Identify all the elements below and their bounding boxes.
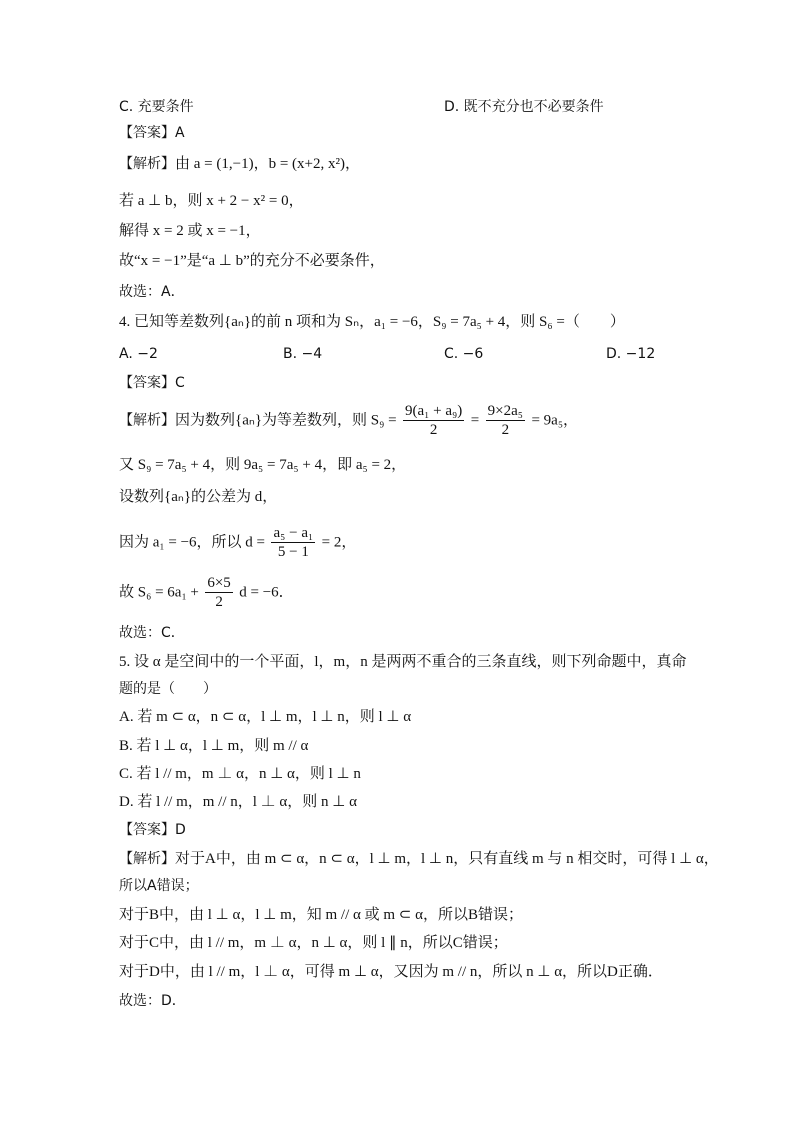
analysis-text: 设数列{aₙ}的公差为 d， (119, 489, 278, 505)
q3-analysis-line-4 (119, 251, 385, 271)
q5-option-b (119, 736, 308, 756)
option-text: C. 若 l // m，m ⊥ α，n ⊥ α，则 l ⊥ n (119, 766, 361, 782)
q4-stem (119, 312, 625, 332)
q3-option-c: C. 充要条件 (119, 99, 194, 115)
q4-option-c: C. −6 (444, 346, 484, 362)
fraction-numerator: 9(a₁ + a₉) (405, 403, 463, 419)
q3-choose: 故选：A． (119, 284, 185, 300)
fraction-denominator: 2 (215, 594, 223, 610)
fraction-denominator: 2 (429, 422, 438, 438)
q4-analysis-line-3 (119, 487, 277, 507)
option-text: A. 若 m ⊂ α，n ⊂ α，l ⊥ m，l ⊥ n，则 l ⊥ α (119, 709, 412, 725)
q4-analysis-line-2 (119, 455, 406, 475)
question-stem: 4. 已知等差数列{aₙ}的前 n 项和为 Sₙ，a₁ = −6，S₉ = 7a₅ + 4，则 S₆ =（ ） (119, 314, 625, 330)
q3-analysis-line-3 (119, 221, 261, 241)
analysis-text: 因为数列{aₙ}为等差数列，则 S₉ = (175, 412, 397, 429)
analysis-label: 【解析】 (119, 156, 175, 172)
analysis-text: = 9a₅， (531, 412, 579, 429)
q5-analysis-line-3 (119, 905, 523, 925)
fraction (271, 524, 315, 561)
q5-stem-line-1 (119, 652, 686, 672)
q4-analysis-line-1 (119, 402, 578, 439)
q4-option-b: B. −4 (283, 346, 323, 362)
analysis-text: 对于D中，由 l // m，l ⊥ α，可得 m ⊥ α，又因为 m // n，所以 n ⊥ α，所以D正确． (119, 964, 663, 980)
analysis-text: 故 S₆ = 6a₁ + (119, 584, 199, 601)
q3-analysis-line-1 (119, 154, 360, 174)
q5-analysis-line-5 (119, 962, 663, 982)
q4-option-a: A. −2 (119, 346, 158, 362)
fraction (403, 402, 464, 439)
fraction-denominator: 2 (501, 422, 510, 438)
fraction-numerator: 6×5 (207, 575, 231, 591)
q5-option-c (119, 764, 361, 784)
analysis-text: 因为 a₁ = −6，所以 d = (119, 534, 266, 551)
q5-analysis-line-2: 所以A错误； (119, 878, 199, 894)
analysis-text: d = −6． (239, 584, 294, 601)
q4-analysis-line-4 (119, 524, 356, 561)
analysis-text: 由 a = (1,−1)，b = (x+2, x²)， (175, 156, 360, 172)
fraction (486, 402, 525, 439)
q3-option-d: D. 既不充分也不必要条件 (444, 99, 604, 115)
analysis-label: 【解析】 (119, 851, 175, 867)
q5-stem-line-2: 题的是（ ） (119, 681, 217, 697)
analysis-text: 若 a ⊥ b，则 x + 2 − x² = 0， (119, 193, 304, 209)
option-text: D. 若 l // m，m // n，l ⊥ α，则 n ⊥ α (119, 794, 357, 810)
fraction-numerator: 9×2a₅ (487, 403, 523, 419)
analysis-label: 【解析】 (119, 412, 175, 429)
q5-answer: 【答案】D (119, 822, 186, 838)
q4-analysis-line-5 (119, 574, 294, 611)
fraction (205, 574, 232, 611)
analysis-text: 又 S₉ = 7a₅ + 4，则 9a₅ = 7a₅ + 4，即 a₅ = 2， (119, 457, 407, 473)
option-text: B. 若 l ⊥ α，l ⊥ m，则 m // α (119, 738, 309, 754)
q5-analysis-line-4 (119, 933, 508, 953)
equals-sign: = (470, 412, 480, 429)
analysis-text: 解得 x = 2 或 x = −1， (119, 223, 261, 239)
analysis-text: = 2， (321, 534, 357, 551)
q3-answer: 【答案】A (119, 125, 185, 141)
q4-choose: 故选：C． (119, 625, 185, 641)
fraction-denominator: 5 − 1 (277, 544, 309, 560)
q5-choose: 故选：D． (119, 993, 186, 1009)
q4-option-d: D. −12 (606, 346, 656, 362)
q5-analysis-line-1 (119, 849, 719, 869)
q5-option-d (119, 792, 357, 812)
q4-answer: 【答案】C (119, 375, 185, 391)
analysis-text: 对于C中，由 l // m，m ⊥ α，n ⊥ α，则 l ∥ n，所以C错误； (119, 935, 508, 951)
analysis-text: 故“x = −1”是“a ⊥ b”的充分不必要条件， (119, 253, 385, 269)
question-stem: 5. 设 α 是空间中的一个平面，l，m，n 是两两不重合的三条直线，则下列命题中，真命 (119, 654, 687, 670)
q3-analysis-line-2 (119, 191, 304, 211)
analysis-text: 对于A中，由 m ⊂ α，n ⊂ α，l ⊥ m，l ⊥ n，只有直线 m 与 n 相交时，可得 l ⊥ α， (175, 851, 719, 867)
q5-option-a (119, 707, 411, 727)
analysis-text: 对于B中，由 l ⊥ α，l ⊥ m，知 m // α 或 m ⊂ α，所以B错误； (119, 907, 523, 923)
fraction-numerator: a₅ − a₁ (273, 525, 314, 541)
